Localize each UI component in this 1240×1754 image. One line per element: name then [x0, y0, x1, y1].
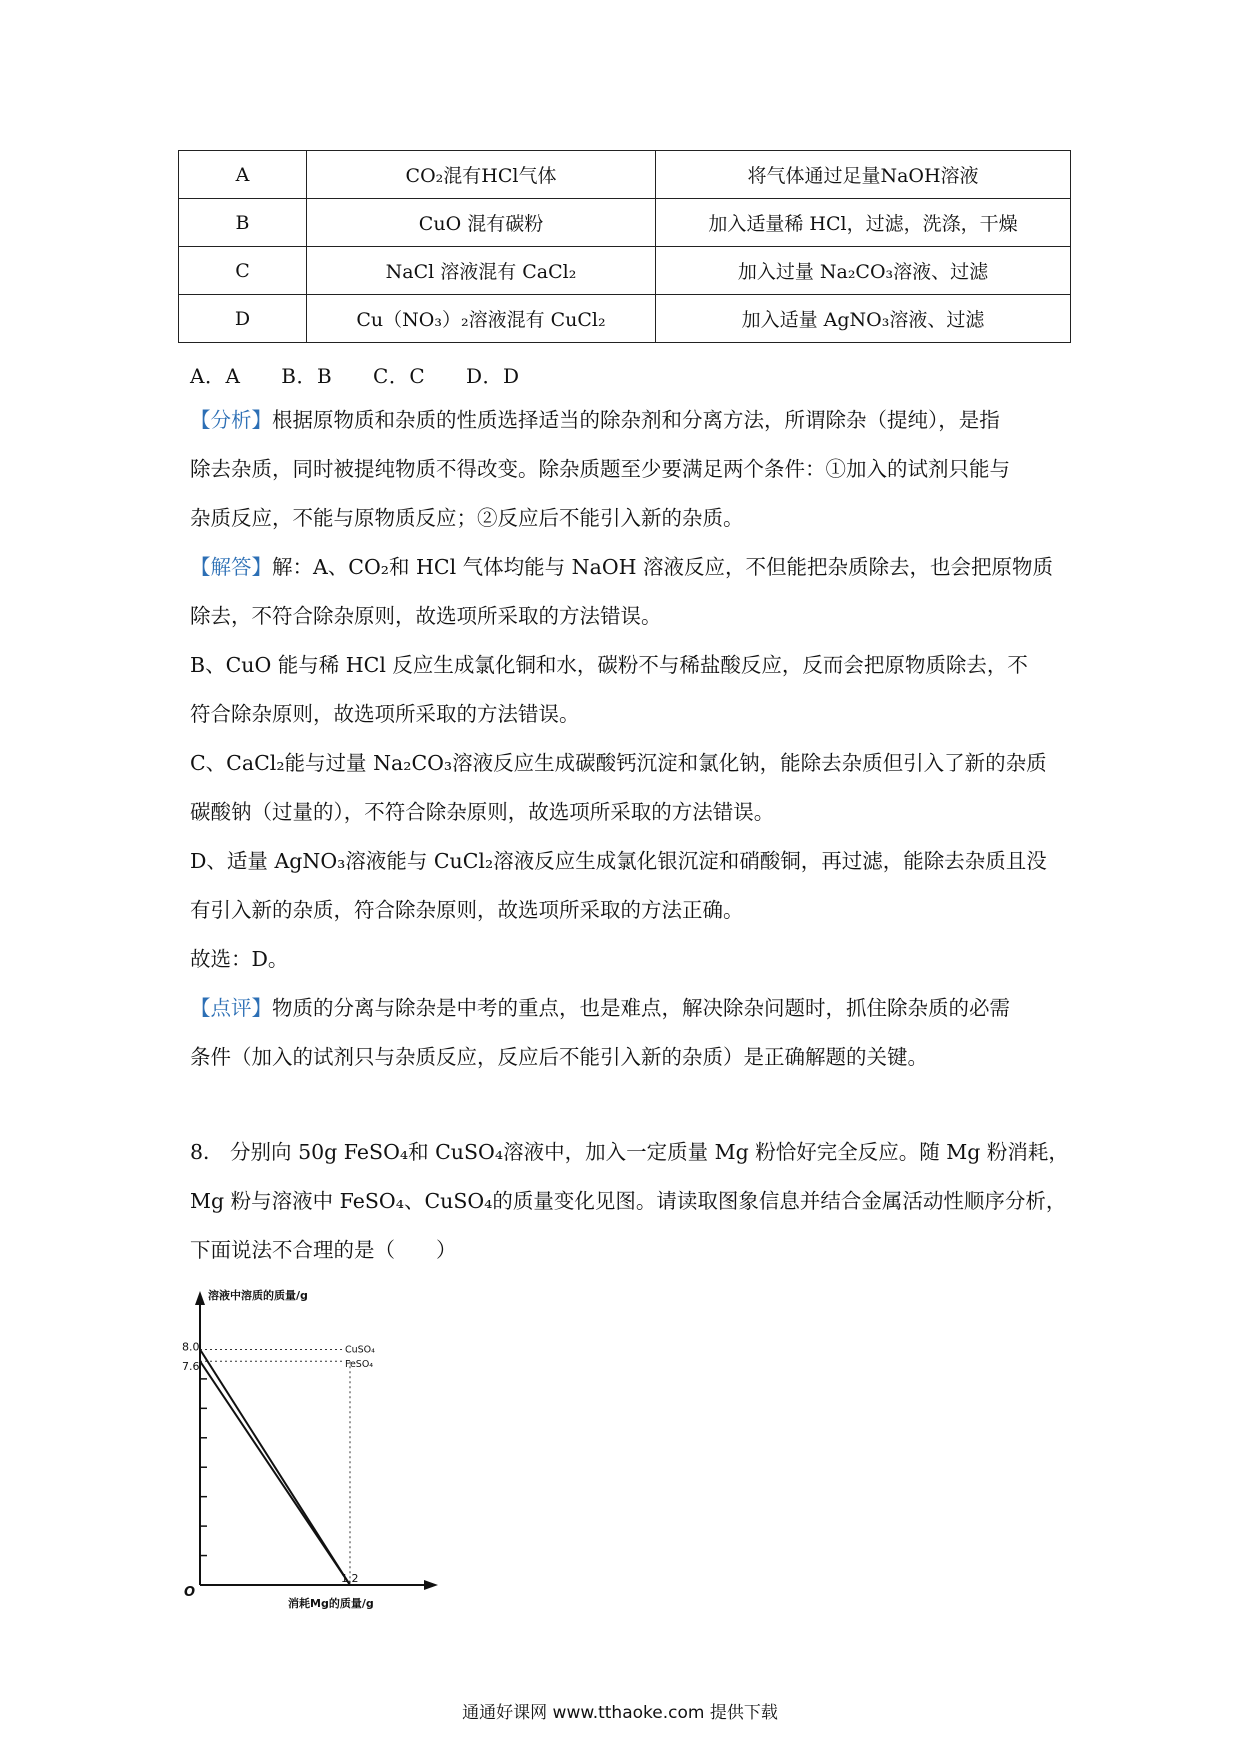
table-row: [179, 151, 1071, 199]
answer-line: 除去，不符合除杂原则，故选项所采取的方法错误。: [190, 604, 662, 628]
analysis-line: 杂质反应，不能与原物质反应；②反应后不能引入新的杂质。: [190, 506, 744, 530]
answer-line: 碳酸钠（过量的），不符合除杂原则，故选项所采取的方法错误。: [190, 800, 775, 824]
mass-chart: [182, 1285, 450, 1615]
option-method: 加入适量 AgNO₃溶液、过滤: [656, 295, 1071, 343]
choice-b[interactable]: B．B: [281, 364, 333, 388]
answer-line: 符合除杂原则，故选项所采取的方法错误。: [190, 702, 580, 726]
options-table: [178, 150, 1071, 343]
choice-c[interactable]: C．C: [373, 364, 426, 388]
answer-line: B、CuO 能与稀 HCl 反应生成氯化铜和水，碳粉不与稀盐酸反应，反而会把原物质除去，不: [190, 653, 1028, 677]
legend-cuso4: CuSO₄: [345, 1344, 375, 1356]
comment-section: [190, 984, 1065, 1082]
x-tick-label: 1.2: [341, 1572, 359, 1585]
analysis-line: 除去杂质，同时被提纯物质不得改变。除杂质题至少要满足两个条件：①加入的试剂只能与: [190, 457, 1010, 481]
option-method: 加入适量稀 HCl，过滤，洗涤，干燥: [656, 199, 1071, 247]
option-method: 加入过量 Na₂CO₃溶液、过滤: [656, 247, 1071, 295]
question-line: Mg 粉与溶液中 FeSO₄、CuSO₄的质量变化见图。请读取图象信息并结合金属活动性顺序分析，: [190, 1189, 1067, 1213]
analysis-tag: 【分析】: [190, 408, 272, 432]
chart-labels: [182, 1288, 375, 1610]
answer-line: 故选：D。: [190, 947, 289, 971]
answer-section: [190, 543, 1065, 984]
answer-line: C、CaCl₂能与过量 Na₂CO₃溶液反应生成碳酸钙沉淀和氯化钠，能除去杂质但引入了新的杂质: [190, 751, 1047, 775]
choice-d: D．D: [465, 364, 520, 388]
y-axis-arrow: [195, 1291, 205, 1305]
question-line: 下面说法不合理的是（ ）: [190, 1238, 457, 1262]
option-label: A: [179, 151, 307, 199]
option-method: 将气体通过足量NaOH溶液: [656, 151, 1071, 199]
choice-a[interactable]: A．A: [190, 364, 241, 388]
option-substance: CuO 混有碳粉: [307, 199, 656, 247]
answer-tag: 【解答】: [190, 555, 272, 579]
table-row: [179, 199, 1071, 247]
option-label: C: [179, 247, 307, 295]
analysis-line: 根据原物质和杂质的性质选择适当的除杂剂和分离方法，所谓除杂（提纯），是指: [272, 408, 1000, 432]
answer-line: D、适量 AgNO₃溶液能与 CuCl₂溶液反应生成氯化银沉淀和硝酸铜，再过滤，能除去杂质且没: [190, 849, 1047, 873]
y-tick-label: 7.6: [182, 1360, 200, 1374]
question-line: 8． 分别向 50g FeSO₄和 CuSO₄溶液中，加入一定质量 Mg 粉恰好完全反应。随 Mg 粉消耗，: [190, 1140, 1069, 1164]
y-tick-label: 8.0: [182, 1340, 200, 1354]
legend-feso4: FeSO₄: [345, 1359, 374, 1371]
table-row: [179, 295, 1071, 343]
chart-axes: [195, 1291, 438, 1590]
option-substance: Cu（NO₃）₂溶液混有 CuCl₂: [307, 295, 656, 343]
option-label: B: [179, 199, 307, 247]
option-substance: CO₂混有HCl气体: [307, 151, 656, 199]
comment-line: 物质的分离与除杂是中考的重点，也是难点，解决除杂问题时，抓住除杂质的必需: [272, 996, 1010, 1020]
comment-tag: 【点评】: [190, 996, 272, 1020]
question-8: [190, 1128, 1070, 1275]
x-axis-label: 消耗Mg的质量/g: [288, 1597, 374, 1610]
series-line: [200, 1361, 350, 1585]
chart-ticks: [200, 1379, 207, 1556]
answer-choices: [190, 360, 554, 389]
analysis-section: [190, 396, 1065, 543]
x-axis-arrow: [424, 1580, 438, 1590]
page-footer: 通通好课网 www.tthaoke.com 提供下载: [462, 1703, 778, 1723]
answer-line: 有引入新的杂质，符合除杂原则，故选项所采取的方法正确。: [190, 898, 744, 922]
origin-label: O: [184, 1585, 196, 1600]
y-axis-label: 溶液中溶质的质量/g: [208, 1289, 308, 1302]
option-label: D: [179, 295, 307, 343]
comment-line: 条件（加入的试剂只与杂质反应，反应后不能引入新的杂质）是正确解题的关键。: [190, 1045, 928, 1069]
chart-series: [200, 1349, 350, 1585]
answer-line: 解：A、CO₂和 HCl 气体均能与 NaOH 溶液反应，不但能把杂质除去，也会把原物质: [272, 555, 1054, 579]
option-substance: NaCl 溶液混有 CaCl₂: [307, 247, 656, 295]
table-row: [179, 247, 1071, 295]
